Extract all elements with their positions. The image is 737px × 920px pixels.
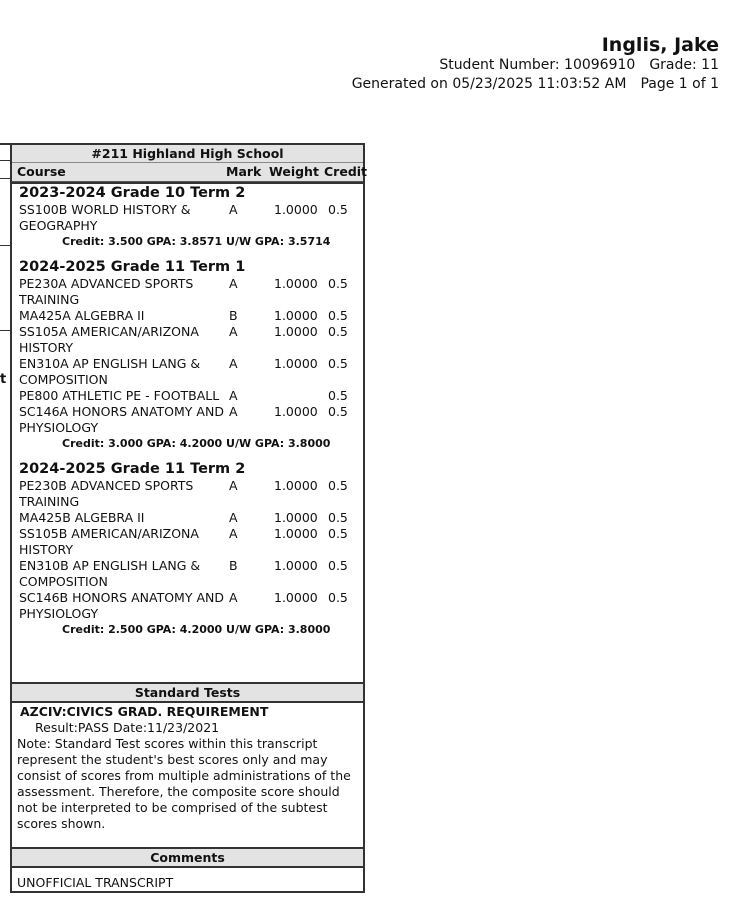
course-name: MA425A ALGEBRA II	[19, 308, 145, 323]
course-row	[19, 404, 363, 436]
course-mark: A	[229, 202, 238, 217]
course-weight: 1.0000	[274, 590, 318, 605]
course-mark: A	[229, 324, 238, 339]
course-name: PE230A ADVANCED SPORTS TRAINING	[19, 276, 194, 307]
course-weight: 1.0000	[274, 202, 318, 217]
course-name: MA425B ALGEBRA II	[19, 510, 145, 525]
course-name: PE800 ATHLETIC PE - FOOTBALL	[19, 388, 220, 403]
course-weight: 1.0000	[274, 558, 318, 573]
course-weight: 1.0000	[274, 526, 318, 541]
course-weight: 1.0000	[274, 276, 318, 291]
school-name: #211 Highland High School	[91, 146, 284, 161]
course-row	[19, 510, 363, 526]
course-mark: B	[229, 308, 238, 323]
course-weight: 1.0000	[274, 324, 318, 339]
term-summary: Credit: 2.500 GPA: 4.2000 U/W GPA: 3.8000	[62, 623, 331, 636]
course-credit: 0.5	[328, 356, 348, 371]
course-mark: A	[229, 276, 238, 291]
course-credit: 0.5	[328, 202, 348, 217]
course-row	[19, 202, 363, 234]
term-title: 2024-2025 Grade 11 Term 1	[19, 259, 246, 275]
comments-content: UNOFFICIAL TRANSCRIPT	[17, 875, 174, 890]
column-header-weight: Weight	[269, 164, 319, 179]
term-summary: Credit: 3.500 GPA: 3.8571 U/W GPA: 3.5714	[62, 235, 331, 248]
course-weight: 1.0000	[274, 356, 318, 371]
course-row	[19, 388, 363, 404]
column-header-mark: Mark	[226, 164, 262, 179]
comments-header: Comments	[12, 847, 363, 868]
generated-datetime: 05/23/2025 11:03:52 AM	[452, 76, 627, 92]
course-mark: A	[229, 356, 238, 371]
course-credit: 0.5	[328, 526, 348, 541]
term-title: 2023-2024 Grade 10 Term 2	[19, 185, 246, 201]
course-name: SS105B AMERICAN/ARIZONA HISTORY	[19, 526, 199, 557]
course-credit: 0.5	[328, 276, 348, 291]
term-title: 2024-2025 Grade 11 Term 2	[19, 461, 246, 477]
course-weight: 1.0000	[274, 404, 318, 419]
test-result: Result:PASS Date:11/23/2021	[35, 720, 220, 735]
course-mark: A	[229, 510, 238, 525]
term-block	[19, 461, 363, 638]
course-row	[19, 478, 363, 510]
course-name: EN310B AP ENGLISH LANG & COMPOSITION	[19, 558, 201, 589]
standard-tests-header: Standard Tests	[12, 682, 363, 703]
course-mark: A	[229, 478, 238, 493]
course-row	[19, 324, 363, 356]
term-block	[19, 259, 363, 452]
course-name: EN310A AP ENGLISH LANG & COMPOSITION	[19, 356, 201, 387]
course-credit: 0.5	[328, 590, 348, 605]
page-indicator: Page 1 of 1	[640, 76, 719, 92]
course-row	[19, 308, 363, 324]
left-fragment-text: t	[0, 372, 7, 387]
column-header-row	[12, 162, 368, 181]
course-credit: 0.5	[328, 478, 348, 493]
course-mark: A	[229, 526, 238, 541]
student-name: Inglis, Jake	[601, 34, 719, 56]
course-credit: 0.5	[328, 324, 348, 339]
course-weight: 1.0000	[274, 308, 318, 323]
student-info-line	[439, 57, 719, 73]
generated-line	[352, 76, 719, 92]
standard-tests-note: Note: Standard Test scores within this transcript represent the student's best scores only and may consist of scores from multiple administrations of the assessment. Therefore, the composite score should not be interpreted to be comprised of the subtest scores shown.	[17, 736, 351, 831]
column-header-credit: Credit	[324, 164, 368, 179]
course-row	[19, 526, 363, 558]
school-header	[12, 145, 368, 182]
course-credit: 0.5	[328, 404, 348, 419]
course-row	[19, 276, 363, 308]
grade-label: Grade:	[649, 57, 697, 73]
course-name: PE230B ADVANCED SPORTS TRAINING	[19, 478, 194, 509]
transcript-panel	[10, 143, 368, 893]
course-name: SS105A AMERICAN/ARIZONA HISTORY	[19, 324, 199, 355]
course-name: SC146A HONORS ANATOMY AND PHYSIOLOGY	[19, 404, 224, 435]
course-name: SC146B HONORS ANATOMY AND PHYSIOLOGY	[19, 590, 224, 621]
course-row	[19, 558, 363, 590]
course-mark: B	[229, 558, 238, 573]
term-summary: Credit: 3.000 GPA: 4.2000 U/W GPA: 3.8000	[62, 437, 331, 450]
standard-tests-content	[12, 703, 363, 847]
course-row	[19, 590, 363, 622]
student-number: 10096910	[564, 57, 636, 73]
course-credit: 0.5	[328, 558, 348, 573]
student-number-label: Student Number:	[439, 57, 560, 73]
column-header-course: Course	[17, 164, 66, 179]
course-credit: 0.5	[328, 388, 348, 403]
terms-area	[12, 182, 363, 682]
test-name: AZCIV:CIVICS GRAD. REQUIREMENT	[20, 704, 269, 719]
term-block	[19, 185, 363, 250]
course-credit: 0.5	[328, 308, 348, 323]
course-name: SS100B WORLD HISTORY & GEOGRAPHY	[19, 202, 191, 233]
course-row	[19, 356, 363, 388]
course-mark: A	[229, 388, 238, 403]
course-mark: A	[229, 590, 238, 605]
course-credit: 0.5	[328, 510, 348, 525]
grade-value: 11	[701, 57, 719, 73]
generated-label: Generated on	[351, 76, 448, 92]
course-weight: 1.0000	[274, 478, 318, 493]
course-mark: A	[229, 404, 238, 419]
course-weight: 1.0000	[274, 510, 318, 525]
